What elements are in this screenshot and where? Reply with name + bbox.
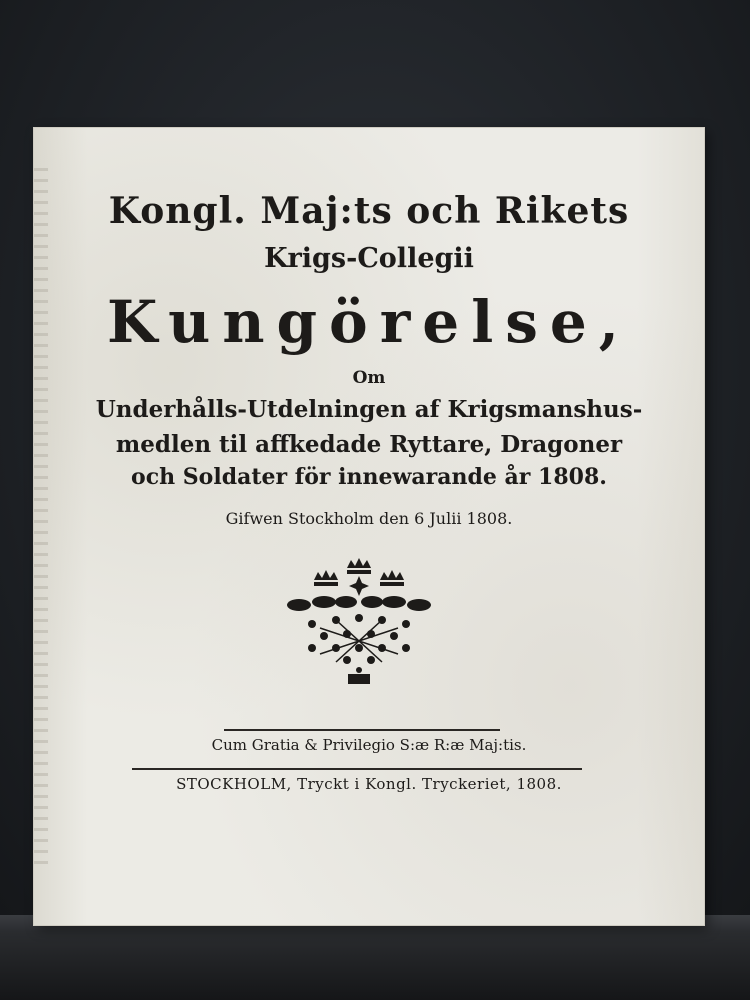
- crowned-royal-emblem-icon: [284, 558, 434, 688]
- upper-rule: [224, 729, 500, 731]
- document-title: Kungörelse,: [107, 288, 631, 356]
- imprint-line: STOCKHOLM, Tryckt i Kongl. Tryckeriet, 1808.: [176, 775, 562, 793]
- heading-line-2: Krigs-Collegii: [264, 243, 474, 274]
- lower-rule: [132, 768, 582, 770]
- dateline: Gifwen Stockholm den 6 Julii 1808.: [225, 509, 513, 528]
- privilege-line: Cum Gratia & Privilegio S:æ R:æ Maj:tis.: [211, 736, 527, 754]
- subject-line-1: Underhålls-Utdelningen af Krigsmanshus-: [95, 396, 643, 423]
- document-page: [34, 128, 704, 925]
- heading-line-1: Kongl. Maj:ts och Rikets: [108, 190, 630, 232]
- subject-line-2: medlen til affkedade Ryttare, Dragoner: [115, 431, 623, 458]
- subject-line-3: och Soldater för innewarande år 1808.: [131, 464, 607, 490]
- display-shelf: [0, 915, 750, 1000]
- subject-intro: Om: [352, 368, 386, 388]
